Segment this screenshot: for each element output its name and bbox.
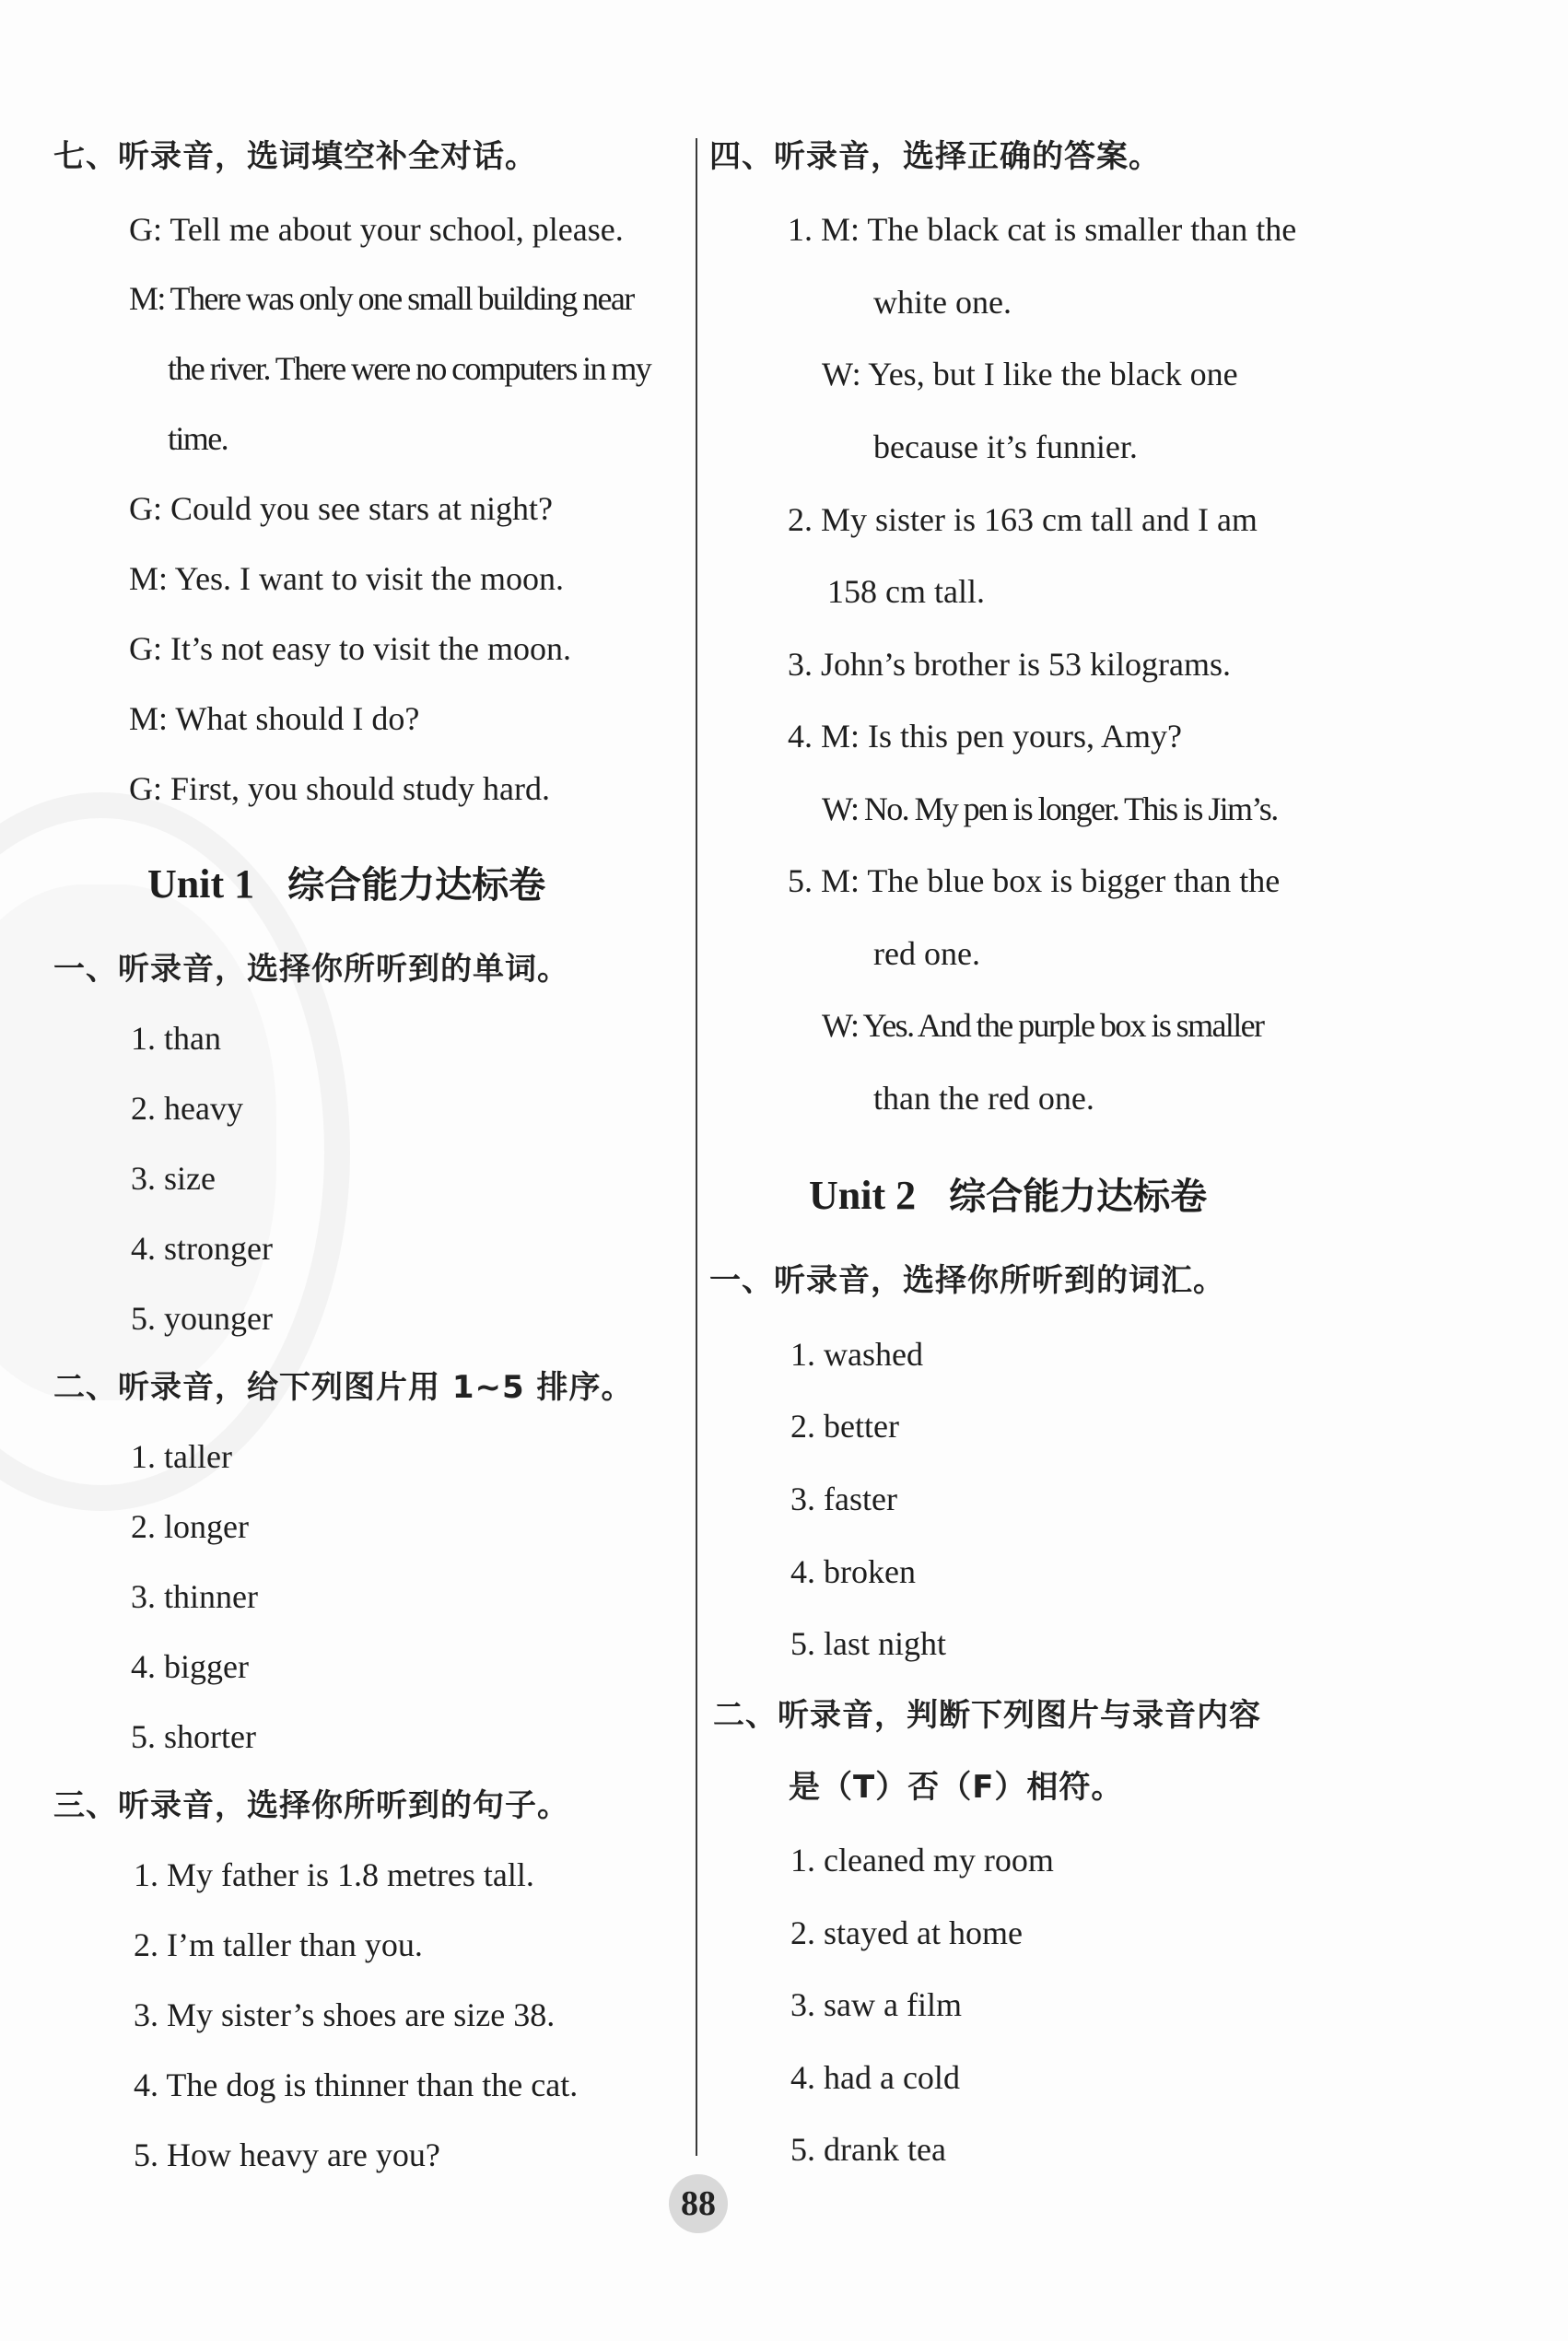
answer-line: 4. M: Is this pen yours, Amy?: [788, 718, 1182, 755]
page-number: 88: [669, 2174, 728, 2233]
answer-line: W: No. My pen is longer. This is Jim’s.: [822, 790, 1278, 827]
answer-line: 158 cm tall.: [827, 573, 985, 610]
list-item: 4. broken: [790, 1553, 916, 1590]
list-item: 2. longer: [131, 1508, 249, 1545]
answer-line: W: Yes, but I like the black one: [822, 356, 1238, 392]
dialogue-line: G: First, you should study hard.: [129, 770, 551, 807]
unit2-section-2-heading: 二、听录音，判断下列图片与录音内容: [713, 1697, 1261, 1734]
list-item: 1. washed: [790, 1336, 923, 1373]
dialogue-line: G: It’s not easy to visit the moon.: [129, 630, 571, 667]
list-item: 3. size: [131, 1160, 216, 1197]
unit-1-label: Unit 1: [147, 861, 255, 907]
list-item: 5. drank tea: [790, 2131, 946, 2168]
answer-line: 2. My sister is 163 cm tall and I am: [788, 501, 1258, 538]
list-item: 4. had a cold: [790, 2059, 960, 2096]
answer-line: 5. M: The blue box is bigger than the: [788, 862, 1281, 899]
unit-2-label: Unit 2: [809, 1173, 917, 1218]
section-4-heading: 四、听录音，选择正确的答案。: [709, 138, 1161, 175]
answer-line: because it’s funnier.: [873, 428, 1138, 465]
unit1-section-1-heading: 一、听录音，选择你所听到的单词。: [53, 951, 569, 988]
dialogue-line: G: Could you see stars at night?: [129, 490, 553, 527]
answer-line: W: Yes. And the purple box is smaller: [822, 1007, 1264, 1044]
answer-line: 3. John’s brother is 53 kilograms.: [788, 646, 1231, 683]
unit2-section-2-heading-cont: 是（T）否（F）相符。: [789, 1769, 1124, 1806]
list-item: 2. heavy: [131, 1090, 243, 1127]
unit1-section-2-heading: 二、听录音，给下列图片用 1~5 排序。: [53, 1369, 634, 1406]
list-item: 3. faster: [790, 1481, 897, 1517]
section-7-heading: 七、听录音，选词填空补全对话。: [53, 138, 537, 175]
unit-1-title: [147, 859, 545, 911]
dialogue-line: G: Tell me about your school, please.: [129, 211, 624, 248]
list-item: 1. cleaned my room: [790, 1842, 1054, 1879]
answer-line: red one.: [873, 935, 980, 972]
answer-line: white one.: [873, 284, 1012, 321]
list-item: 1. than: [131, 1020, 221, 1057]
list-item: 3. thinner: [131, 1578, 258, 1615]
list-item: 4. The dog is thinner than the cat.: [134, 2066, 579, 2103]
list-item: 1. My father is 1.8 metres tall.: [134, 1856, 534, 1893]
column-divider: [696, 138, 697, 2156]
list-item: 5. shorter: [131, 1718, 256, 1755]
unit-2-subtitle: 综合能力达标卷: [949, 1176, 1208, 1218]
dialogue-line: M: There was only one small building near: [129, 280, 634, 317]
unit2-section-1-heading: 一、听录音，选择你所听到的词汇。: [709, 1262, 1225, 1299]
answer-line: than the red one.: [873, 1080, 1094, 1117]
list-item: 4. stronger: [131, 1230, 273, 1267]
unit1-section-3-heading: 三、听录音，选择你所听到的句子。: [53, 1787, 569, 1824]
list-item: 5. last night: [790, 1625, 946, 1662]
list-item: 2. I’m taller than you.: [134, 1926, 423, 1963]
list-item: 3. My sister’s shoes are size 38.: [134, 1996, 556, 2033]
dialogue-line: M: What should I do?: [129, 700, 420, 737]
list-item: 5. How heavy are you?: [134, 2136, 440, 2173]
list-item: 2. stayed at home: [790, 1914, 1023, 1951]
list-item: 1. taller: [131, 1438, 232, 1475]
list-item: 5. younger: [131, 1300, 273, 1337]
answer-line: 1. M: The black cat is smaller than the: [788, 211, 1297, 248]
unit-1-subtitle: 综合能力达标卷: [287, 864, 546, 907]
dialogue-line: M: Yes. I want to visit the moon.: [129, 560, 565, 597]
unit-2-title: [809, 1170, 1207, 1223]
list-item: 4. bigger: [131, 1648, 249, 1685]
list-item: 2. better: [790, 1408, 899, 1445]
dialogue-line: the river. There were no computers in my: [168, 350, 651, 387]
dialogue-line: time.: [168, 420, 228, 457]
list-item: 3. saw a film: [790, 1986, 962, 2023]
